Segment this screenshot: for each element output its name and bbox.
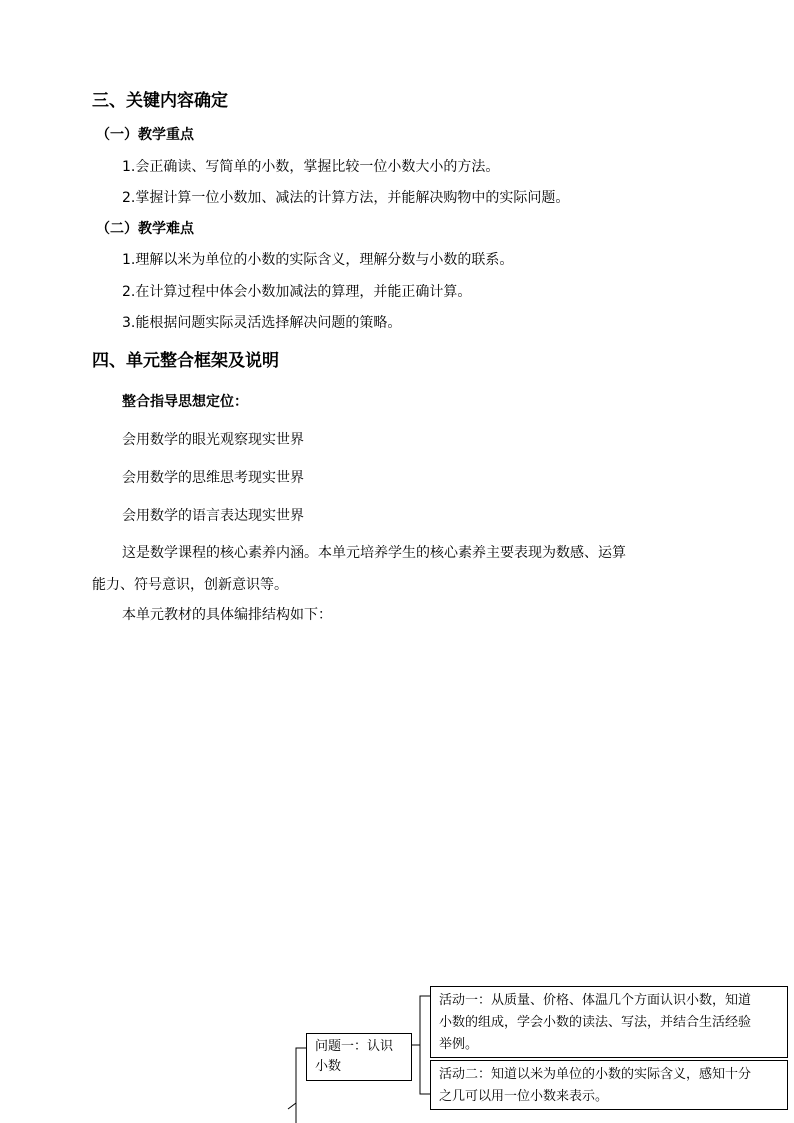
activity2-line2: 之几可以用一位小数来表示。	[439, 1089, 609, 1104]
focus-item-2: 2.掌握计算一位小数加、减法的计算方法，并能解决购物中的实际问题。	[122, 190, 570, 206]
activity1-line2: 小数的组成，学会小数的读法、写法，并结合生活经验	[439, 1015, 752, 1030]
section3-title: 三、关键内容确定	[92, 91, 228, 111]
focus-item-1: 1.会正确读、写简单的小数，掌握比较一位小数大小的方法。	[122, 159, 500, 175]
difficulty-item-1: 1.理解以米为单位的小数的实际含义，理解分数与小数的联系。	[122, 252, 514, 268]
section4-title: 四、单元整合框架及说明	[92, 351, 279, 371]
guide-heading: 整合指导思想定位：	[122, 394, 248, 410]
paragraph-core-literacy-line1: 这是数学课程的核心素养内涵。本单元培养学生的核心素养主要表现为数感、运算	[122, 545, 626, 561]
guide-line-1: 会用数学的眼光观察现实世界	[122, 432, 304, 448]
paragraph-core-literacy-line2: 能力、符号意识，创新意识等。	[92, 577, 288, 593]
problem1-line1: 问题一：认识	[315, 1039, 394, 1054]
activity1-line3: 举例。	[439, 1037, 479, 1052]
activity1-box	[430, 986, 788, 1058]
activity2-line1: 活动二：知道以米为单位的小数的实际含义，感知十分	[439, 1067, 752, 1082]
difficulty-item-2: 2.在计算过程中体会小数加减法的算理，并能正确计算。	[122, 284, 472, 300]
teaching-focus-heading: （一）教学重点	[96, 127, 194, 143]
problem1-line2: 小数	[315, 1059, 342, 1074]
activity2-box	[430, 1060, 788, 1110]
teaching-difficulty-heading: （二）教学难点	[96, 221, 194, 237]
activity1-line1: 活动一：从质量、价格、体温几个方面认识小数，知道	[439, 993, 752, 1008]
paragraph-structure-intro: 本单元教材的具体编排结构如下：	[122, 607, 332, 623]
problem1-box	[306, 1033, 412, 1081]
guide-line-2: 会用数学的思维思考现实世界	[122, 470, 304, 486]
guide-line-3: 会用数学的语言表达现实世界	[122, 508, 304, 524]
difficulty-item-3: 3.能根据问题实际灵活选择解决问题的策略。	[122, 315, 402, 331]
